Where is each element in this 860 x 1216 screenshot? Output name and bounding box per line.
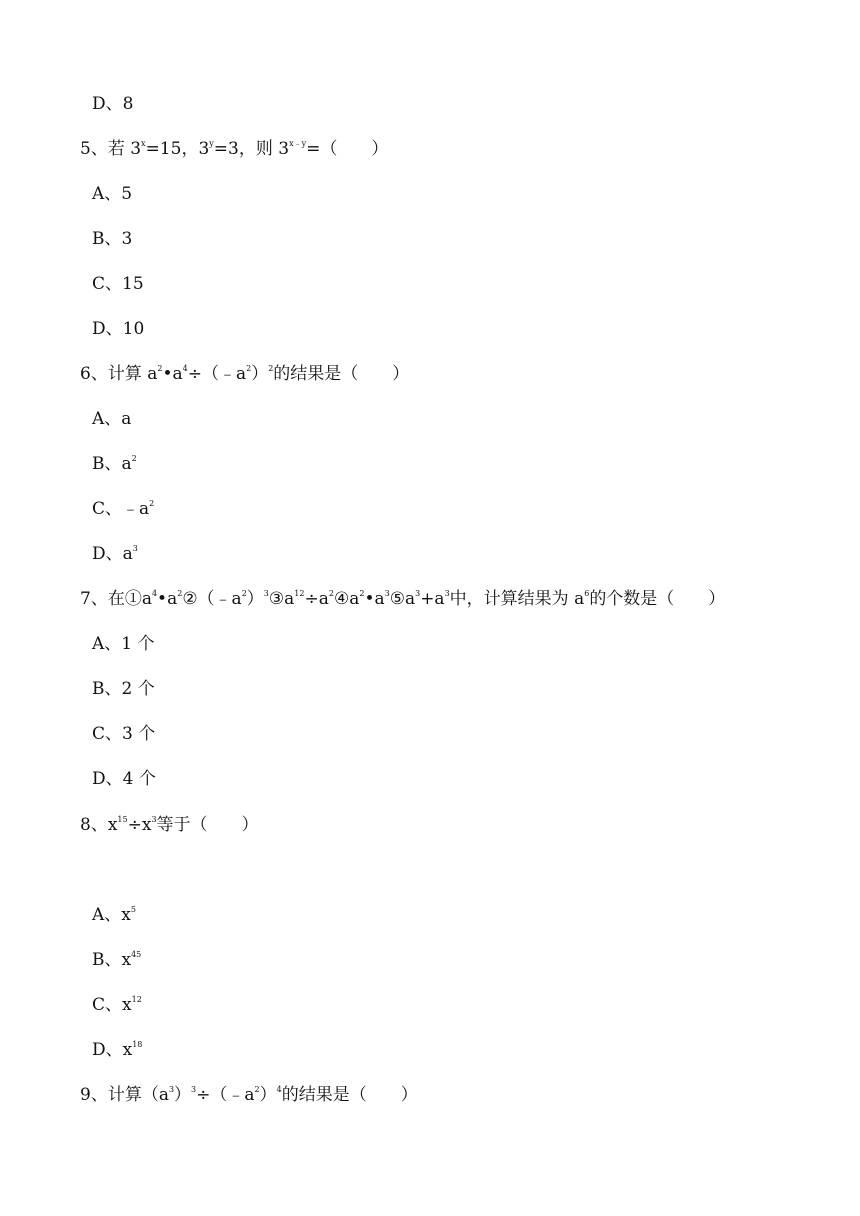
q5-option-d: D、10 xyxy=(92,319,145,339)
q7-option-d: D、4 个 xyxy=(92,769,156,789)
q5-option-b: B、3 xyxy=(92,229,133,249)
q7-option-a: A、1 个 xyxy=(92,634,155,654)
q5-option-a: A、5 xyxy=(92,184,133,204)
q8-option-b: B、$x^{45}$ xyxy=(92,950,142,970)
q8-option-a: A、$x^5$ xyxy=(92,905,136,925)
q6-option-a: A、a xyxy=(92,409,132,429)
q7-option-c: C、3 个 xyxy=(92,724,156,744)
question-7: 7、在$①a^4•a^2②(﹣a^2)^3③a^{12}\div a^2④a^2•a^3⑤a^3+a^3$中，计算结果为 $a^6$的个数是（ ） xyxy=(80,589,726,609)
q4-option-d: D、8 xyxy=(92,94,134,114)
q6-option-c: C、$﹣a^2$ xyxy=(92,499,155,519)
q8-option-d: D、$x^{18}$ xyxy=(92,1040,143,1060)
question-6: 6、计算 $a^2•a^4\div(﹣a^2)^2$的结果是（ ） xyxy=(80,364,410,384)
q5-option-c: C、15 xyxy=(92,274,144,294)
q8-option-c: C、$x^{12}$ xyxy=(92,995,142,1015)
question-8: 8、$x^{15}\div x^3$等于（ ） xyxy=(80,815,259,835)
question-9: 9、计算$(a^3)^3\div(﹣a^2)^4$的结果是（ ） xyxy=(80,1085,418,1105)
q6-option-d: D、$a^3$ xyxy=(92,544,138,564)
q7-option-b: B、2 个 xyxy=(92,679,155,699)
question-5: 5、若 $3^x=15$，$3^y=3$，则 $3^{x﹣y}=$（ ） xyxy=(80,139,389,159)
q6-option-b: B、$a^2$ xyxy=(92,454,137,474)
